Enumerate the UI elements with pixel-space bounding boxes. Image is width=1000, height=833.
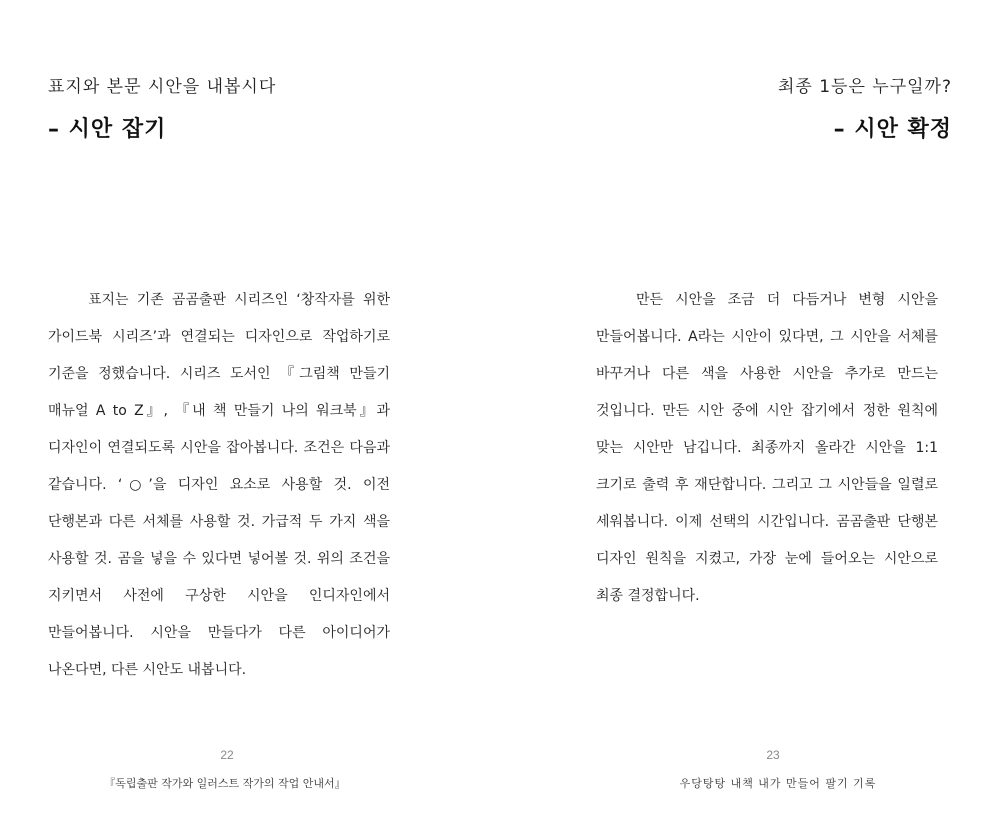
right-page-number: 23 — [766, 748, 780, 762]
right-body-text: 만든 시안을 조금 더 다듬거나 변형 시안을 만들어봅니다. A라는 시안이 있다면, 그 시안을 서체를 바꾸거나 다른 색을 사용한 시안을 추가로 만드는 것입니다. 만든 시안 중에 시안 잡기에서 정한 원칙에 맞는 시안만 남깁니다. 최종까지 올라간 시안을 1:1 크기로 출력 후 재단합니다. 그리고 그 시안들을 일렬로 세워봅니다. 이제 선택의 시간입니다. 곰곰출판 단행본 디자인 원칙을 지켰고, 가장 눈에 들어오는 시안으로 최종 결정합니다. — [596, 292, 938, 604]
left-title: – 시안 잡기 — [48, 117, 167, 142]
right-page — [500, 0, 1000, 833]
right-subtitle: 최종 1등은 누구일까? — [777, 77, 952, 97]
left-body-text: 표지는 기존 곰곰출판 시리즈인 ‘창작자를 위한 가이드북 시리즈’과 연결되는 디자인으로 작업하기로 기준을 정했습니다. 시리즈 도서인 『그림책 만들기 매뉴얼 A to Z』, 『내 책 만들기 나의 워크북』과 디자인이 연결되도록 시안을 잡아봅니다. 조건은 다음과 같습니다. ‘○’을 디자인 요소로 사용할 것. 이전 단행본과 다른 서체를 사용할 것. 가급적 두 가지 색을 사용할 것. 곰을 넣을 수 있다면 넣어볼 것. 위의 조건을 지키면서 사전에 구상한 시안을 인디자인에서 만들어봅니다. 시안을 만들다가 다른 아이디어가 나온다면, 다른 시안도 내봅니다. — [48, 292, 390, 678]
left-subtitle: 표지와 본문 시안을 내봅시다 — [48, 77, 277, 97]
left-footer: 『독립출판 작가와 일러스트 작가의 작업 안내서』 — [104, 777, 346, 790]
right-footer: 우당탕탕 내책 내가 만들어 팔기 기록 — [679, 777, 877, 790]
left-page-number: 22 — [220, 748, 234, 762]
right-title: – 시안 확정 — [833, 117, 952, 142]
